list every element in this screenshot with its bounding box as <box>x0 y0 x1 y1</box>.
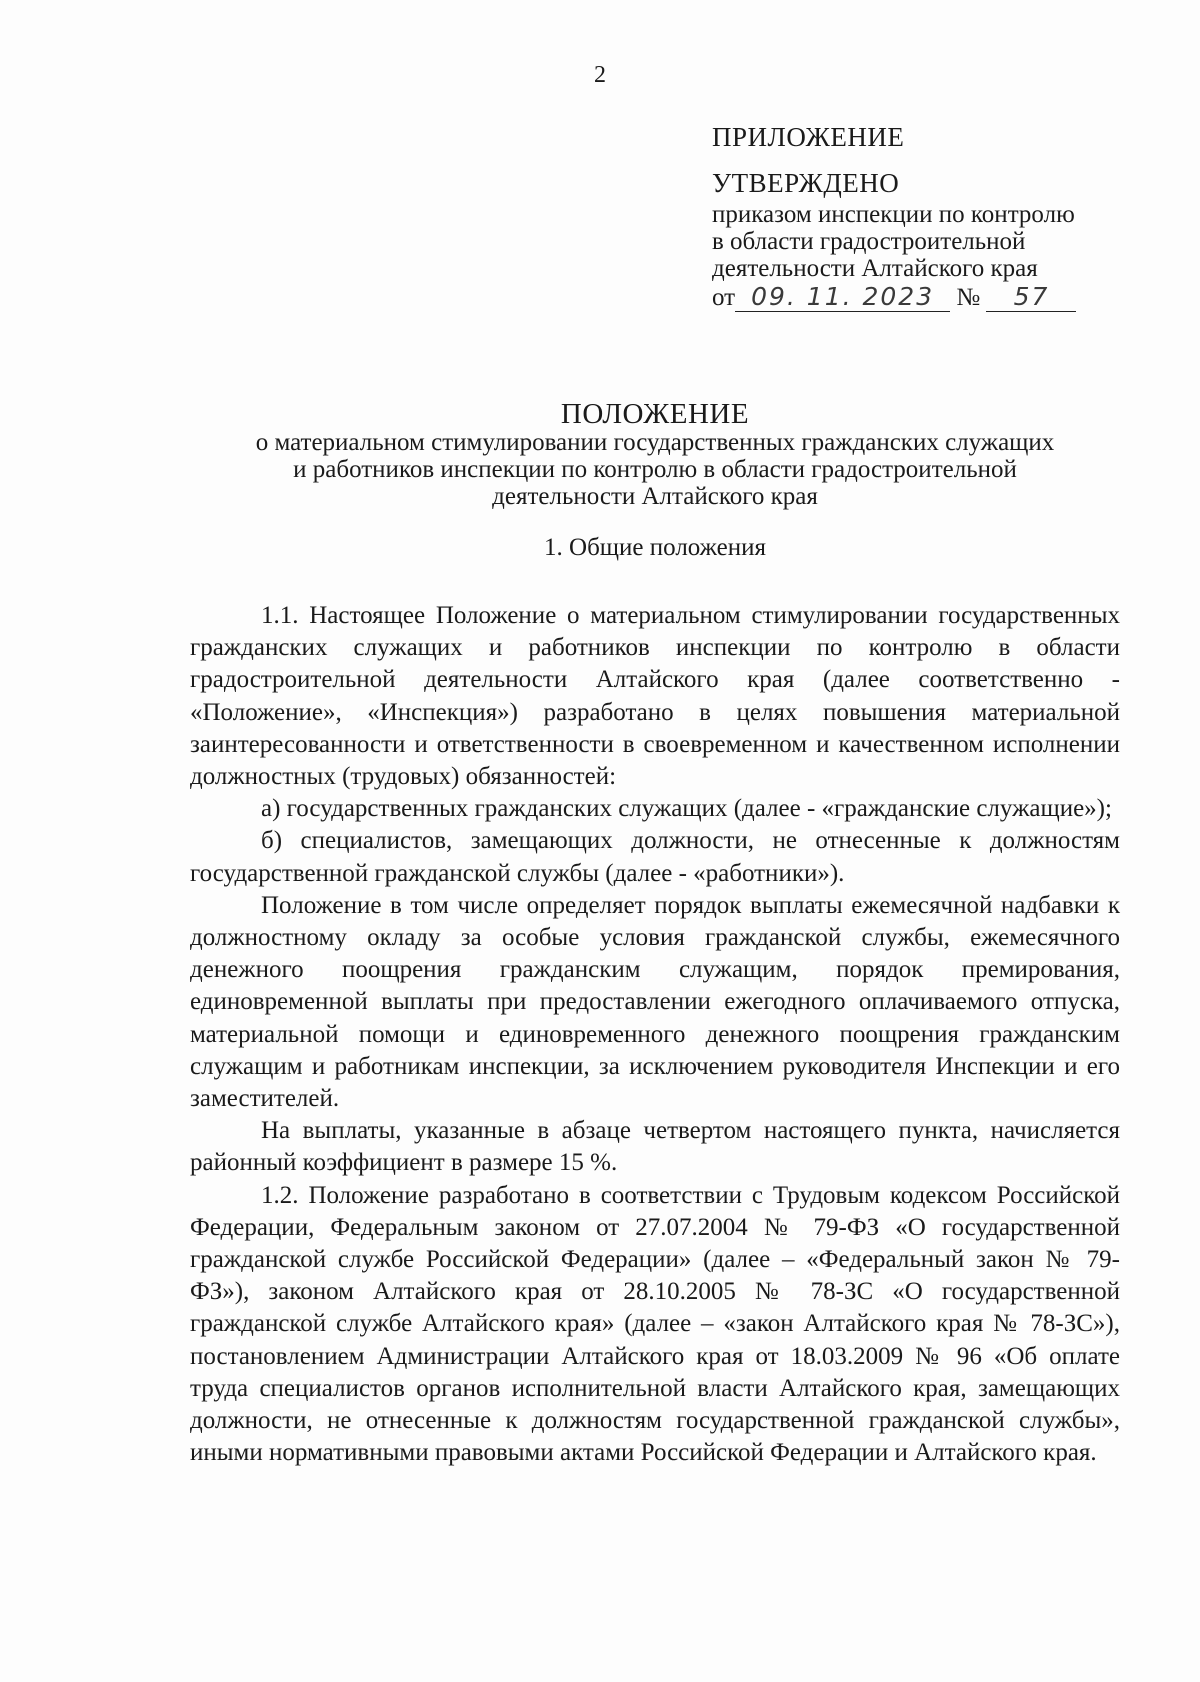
approval-line-2: в области градостроительной <box>712 228 1026 255</box>
document-body <box>190 600 1120 1469</box>
handwritten-date: 09. 11. 2023 <box>751 282 935 311</box>
page-number: 2 <box>594 62 606 88</box>
document-title-block <box>190 399 1120 510</box>
approval-line-1: приказом инспекции по контролю <box>712 201 1075 228</box>
handwritten-number: 57 <box>1013 282 1050 311</box>
paragraph-coefficient: На выплаты, указанные в абзаце четвертом настоящего пункта, начисляется районный коэффициент в размере 15 %. <box>190 1117 1120 1177</box>
approved-label: УТВЕРЖДЕНО <box>712 168 900 198</box>
paragraph-1-2: 1.2. Положение разработано в соответствии с Трудовым кодексом Российской Федерации, Федеральным законом от 27.07.2004 № 79-ФЗ «О государственной гражданской службе Российской Федерации» (далее – «Федеральный закон № 79-ФЗ»), законом Алтайского края от 28.10.2005 № 78-ЗС «О государственной гражданской службе Алтайского края» (далее – «закон Алтайского края № 78-ЗС»), постановлением Администрации Алтайского края от 18.03.2009 № 96 «Об оплате труда специалистов органов исполнительной власти Алтайского края, замещающих должности, не отнесенные к должностям государственной гражданской службы», иными нормативными правовыми актами Российской Федерации и Алтайского края. <box>190 1181 1120 1467</box>
document-title: ПОЛОЖЕНИЕ <box>560 398 750 430</box>
document-subtitle-line-3: деятельности Алтайского края <box>492 483 818 510</box>
appendix-label: ПРИЛОЖЕНИЕ <box>712 122 905 152</box>
date-field <box>735 283 950 312</box>
section-heading: 1. Общие положения <box>544 534 766 561</box>
paragraph-1-1: 1.1. Настоящее Положение о материальном стимулировании государственных гражданских служащих и работников инспекции по контролю в области градостроительной деятельности Алтайского края (далее соответственно - «Положение», «Инспекция») разработано в целях повышения материальной заинтересованности и ответственности в своевременном и качественном исполнении должностных (трудовых) обязанностей: <box>190 602 1120 791</box>
date-prefix: от <box>712 284 736 311</box>
paragraph-scope: Положение в том числе определяет порядок выплаты ежемесячной надбавки к должностному окладу за особые условия гражданской службы, ежемесячного денежного поощрения гражданским служащим, порядок премирования, единовременной выплаты при предоставлении ежегодного оплачиваемого отпуска, материальной помощи и единовременного денежного поощрения гражданским служащим и работникам инспекции, за исключением руководителя Инспекции и его заместителей. <box>190 891 1120 1113</box>
number-sign: № <box>956 284 981 311</box>
approval-line-3: деятельности Алтайского края <box>712 255 1038 282</box>
document-subtitle-line-1: о материальном стимулировании государственных гражданских служащих <box>255 429 1055 456</box>
approval-date-line <box>712 283 1152 312</box>
approval-stamp-block <box>712 124 1152 312</box>
paragraph-item-a: а) государственных гражданских служащих (далее - «гражданские служащие»); <box>261 795 1112 823</box>
paragraph-item-b: б) специалистов, замещающих должности, не отнесенные к должностям государственной гражданской службы (далее - «работники»). <box>190 827 1120 887</box>
number-field <box>986 283 1076 312</box>
document-subtitle-line-2: и работников инспекции по контролю в области градостроительной <box>293 456 1017 483</box>
